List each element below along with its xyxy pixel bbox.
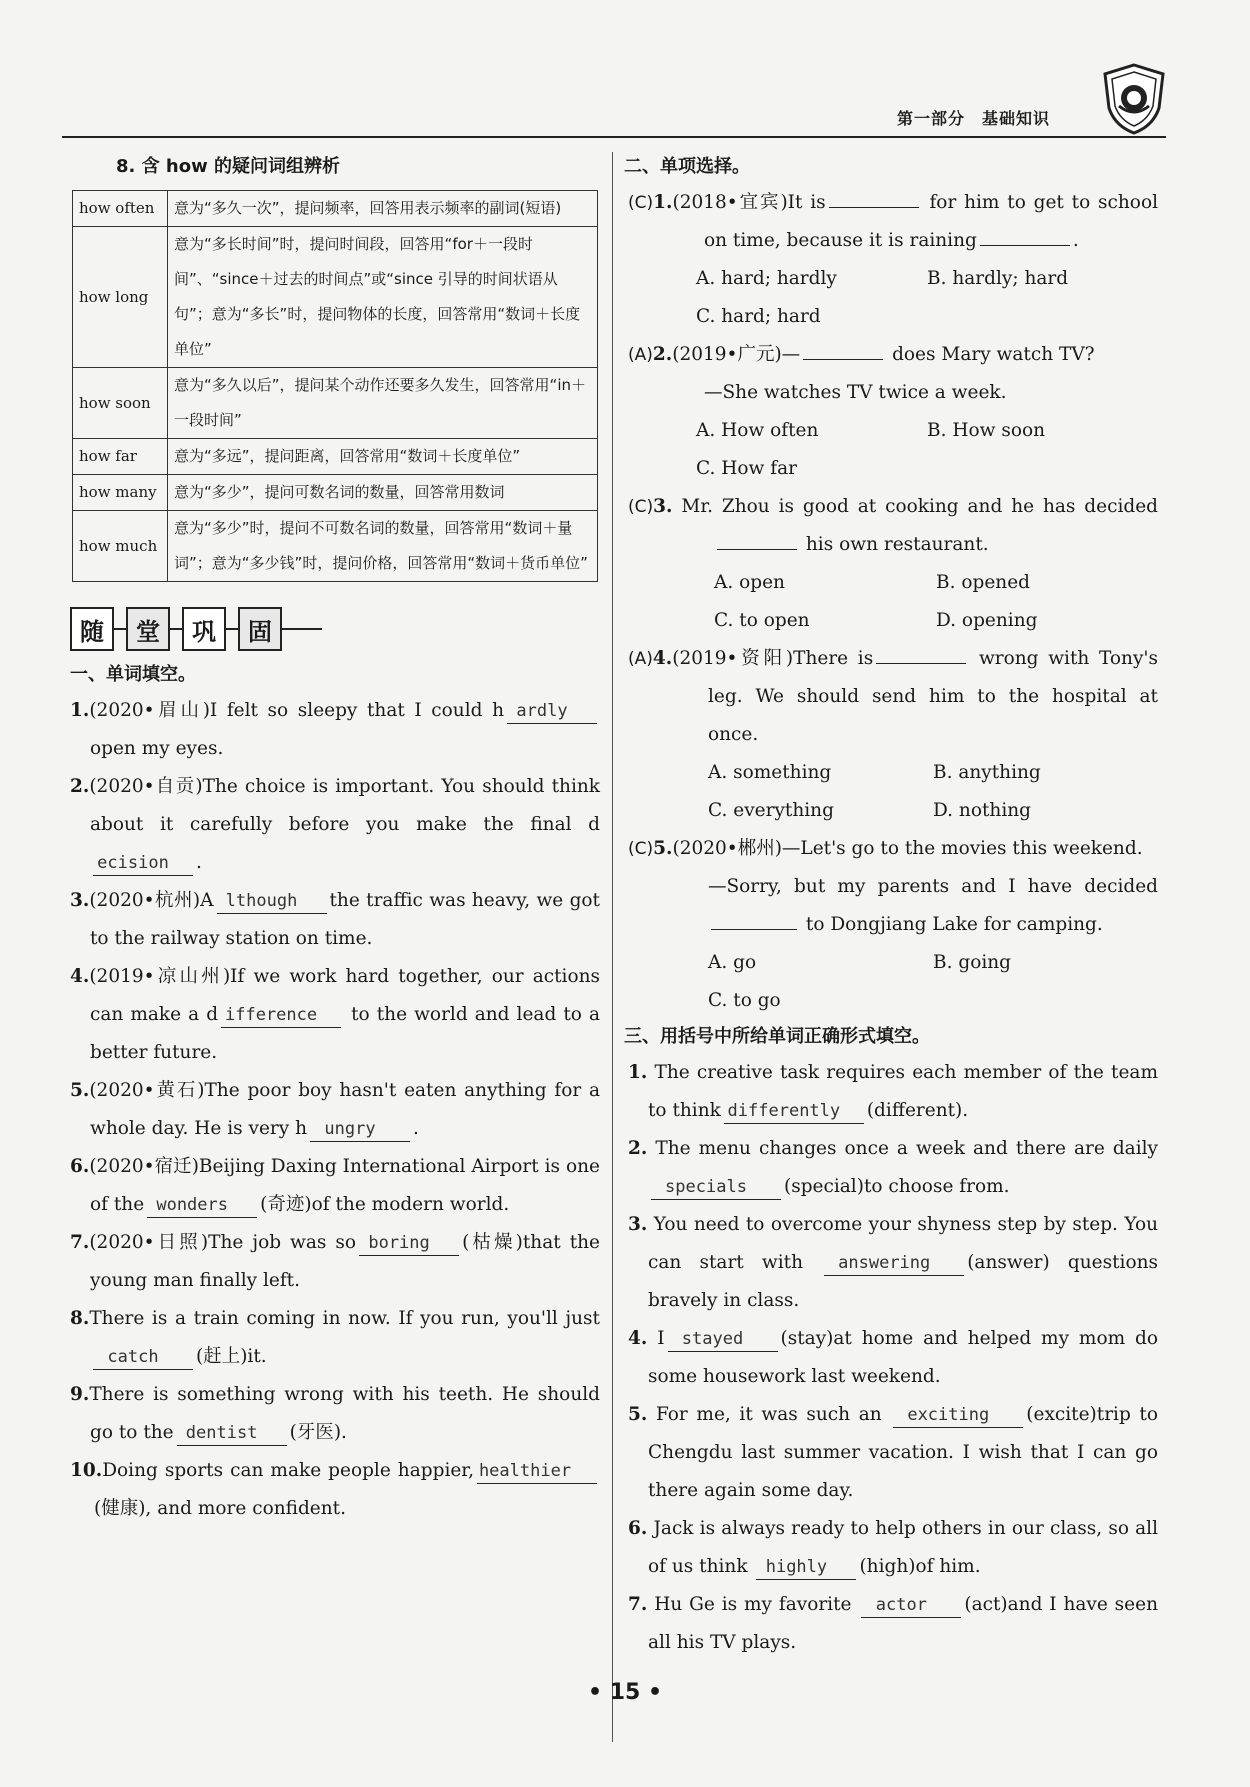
column-divider	[612, 152, 613, 1742]
mc-answer: (C)	[628, 497, 654, 517]
mc-answer: (A)	[628, 345, 653, 365]
form-fill-item: 7. Hu Ge is my favorite actor (act)and I have seen all his TV plays.	[628, 1594, 1158, 1653]
table-row	[73, 439, 598, 475]
shield-logo-icon	[1101, 62, 1167, 136]
table-row	[73, 368, 598, 439]
mc-item: (C)3. Mr. Zhou is good at cooking and he has decided his own restaurant. A. open B. opened C. to open D. opening	[628, 488, 1158, 640]
table-key: how many	[73, 475, 168, 511]
table-value: 意为“多少”，提问可数名词的数量，回答常用数词	[168, 475, 598, 511]
mc-response: —She watches TV twice a week.	[704, 382, 1007, 403]
right-column	[624, 150, 1158, 1662]
option[interactable]: D. opening	[936, 610, 1038, 631]
answer-blank[interactable]: exciting	[893, 1403, 1023, 1428]
mc-options	[628, 792, 1158, 830]
answer-blank[interactable]: stayed	[668, 1327, 778, 1352]
mc-options	[628, 754, 1158, 792]
table-row	[73, 511, 598, 582]
option[interactable]: A. open	[714, 572, 785, 593]
mc-options	[628, 298, 1158, 336]
answer-blank[interactable]	[876, 645, 966, 664]
mc-options	[628, 260, 1158, 298]
answer-blank[interactable]: ifference	[221, 1003, 341, 1028]
word-fill-item: 9.There is something wrong with his teeth. He should go to the dentist (牙医).	[70, 1376, 600, 1452]
mc-item: (C)5.(2020•郴州)—Let's go to the movies this weekend. —Sorry, but my parents and I have decided to Dongjiang Lake for camping. A. go B. going C. to go	[628, 830, 1158, 1020]
option[interactable]: A. How often	[696, 420, 819, 441]
word-fill-item: 8.There is a train coming in now. If you run, you'll justcatch (赶上)it.	[70, 1300, 600, 1376]
option[interactable]: B. anything	[933, 762, 1041, 783]
option[interactable]: D. nothing	[933, 800, 1032, 821]
table-row	[73, 475, 598, 511]
option[interactable]: A. go	[708, 952, 757, 973]
answer-blank[interactable]: ardly	[507, 699, 597, 724]
answer-blank[interactable]	[717, 531, 797, 550]
option[interactable]: A. something	[708, 762, 832, 783]
answer-blank[interactable]: differently	[724, 1099, 864, 1124]
mc-answer: (A)	[628, 649, 653, 669]
mc-item: (C)1.(2018•宜宾)It is for him to get to school on time, because it is raining . A. hard; hardly B. hardly; hard C. hard; hard	[628, 184, 1158, 336]
section-3-title: 三、用括号中所给单词正确形式填空。	[624, 1026, 930, 1047]
mc-options	[628, 602, 1158, 640]
word-fill-item: 3.(2020•杭州)A lthough the traffic was heavy, we got to the railway station on time.	[70, 890, 600, 949]
word-fill-item: 2.(2020•自贡)The choice is important. You should think about it carefully before you make the final decision .	[70, 768, 600, 882]
banner-char: 堂	[126, 607, 170, 651]
answer-blank[interactable]: catch	[93, 1345, 193, 1370]
answer-blank[interactable]	[980, 227, 1070, 246]
table-value: 意为“多长时间”时，提问时间段，回答用“for＋一段时间”、“since＋过去的时间点”或“since 引导的时间状语从句”；意为“多长”时，提问物体的长度，回答常用“数词＋长度单位”	[168, 227, 598, 368]
mc-options	[628, 450, 1158, 488]
mc-options	[628, 564, 1158, 602]
how-phrases-table	[72, 190, 598, 582]
word-fill-item: 7.(2020•日照)The job was so boring (枯燥)that the young man finally left.	[70, 1232, 600, 1291]
mc-item: (A)2.(2019•广元)— does Mary watch TV? —She watches TV twice a week. A. How often B. How soon C. How far	[628, 336, 1158, 488]
answer-blank[interactable]: wonders	[147, 1193, 257, 1218]
mc-answer: (C)	[628, 193, 654, 213]
option[interactable]: C. to open	[714, 610, 810, 631]
form-fill-item: 2. The menu changes once a week and there are daily specials (special)to choose from.	[628, 1130, 1158, 1206]
mc-options	[628, 982, 1158, 1020]
form-fill-item: 1. The creative task requires each member of the team to think differently (different).	[628, 1054, 1158, 1130]
word-fill-item: 4.(2019•凉山州)If we work hard together, our actions can make a d ifference to the world and lead to a better future.	[70, 966, 600, 1063]
table-value: 意为“多少”时，提问不可数名词的数量，回答常用“数词＋量词”；意为“多少钱”时，提问价格，回答常用“数词＋货币单位”	[168, 511, 598, 582]
section-2-title: 二、单项选择。	[624, 156, 750, 177]
table-key: how far	[73, 439, 168, 475]
form-fill-item: 3. You need to overcome your shyness step by step. You can start with answering (answer) questions bravely in class.	[628, 1214, 1158, 1311]
answer-blank[interactable]: ecision	[93, 851, 193, 876]
option[interactable]: C. to go	[708, 990, 781, 1011]
table-key: how much	[73, 511, 168, 582]
answer-blank[interactable]	[711, 911, 797, 930]
mc-options	[628, 944, 1158, 982]
table-value: 意为“多久以后”，提问某个动作还要多久发生，回答常用“in＋一段时间”	[168, 368, 598, 439]
mc-answer: (C)	[628, 839, 654, 859]
banner-char: 随	[70, 607, 114, 651]
word-fill-item: 10.Doing sports can make people happier, healthier(健康), and more confident.	[70, 1452, 600, 1528]
form-fill-item: 4. I stayed (stay)at home and helped my mom do some housework last weekend.	[628, 1328, 1158, 1387]
table-row	[73, 191, 598, 227]
answer-blank[interactable]: specials	[651, 1175, 781, 1200]
word-fill-item: 5.(2020•黄石)The poor boy hasn't eaten anything for a whole day. He is very h ungry .	[70, 1072, 600, 1148]
answer-blank[interactable]: highly	[756, 1555, 856, 1580]
form-fill-item: 5. For me, it was such an exciting (excite)trip to Chengdu last summer vacation. I wish that I can go there again some day.	[628, 1404, 1158, 1501]
answer-blank[interactable]: actor	[861, 1593, 961, 1618]
answer-blank[interactable]: dentist	[177, 1421, 287, 1446]
answer-blank[interactable]: boring	[359, 1231, 459, 1256]
word-fill-item: 6.(2020•宿迁)Beijing Daxing International Airport is one of the wonders (奇迹)of the modern world.	[70, 1148, 600, 1224]
table-row	[73, 227, 598, 368]
answer-blank[interactable]: healthier	[477, 1459, 597, 1484]
answer-blank[interactable]: lthough	[217, 889, 327, 914]
header-rule	[62, 136, 1166, 138]
consolidation-banner	[70, 606, 600, 652]
table-key: how long	[73, 227, 168, 368]
banner-char: 固	[238, 607, 282, 651]
option[interactable]: B. How soon	[927, 420, 1046, 441]
option[interactable]: C. How far	[696, 458, 797, 479]
running-header: 第一部分 基础知识	[896, 109, 1050, 128]
option[interactable]: C. hard; hard	[696, 306, 821, 327]
option[interactable]: A. hard; hardly	[696, 268, 837, 289]
word-fill-item: 1.(2020•眉山)I felt so sleepy that I could h ardly open my eyes.	[70, 692, 600, 768]
form-fill-item: 6. Jack is always ready to help others in our class, so all of us think highly (high)of him.	[628, 1510, 1158, 1586]
mc-item: (A)4.(2019•资阳)There is wrong with Tony's leg. We should send him to the hospital at once. A. something B. anything C. everything D. nothing	[628, 640, 1158, 830]
banner-char: 巩	[182, 607, 226, 651]
answer-blank[interactable]	[803, 341, 883, 360]
table-value: 意为“多远”，提问距离，回答常用“数词＋长度单位”	[168, 439, 598, 475]
section-1-title: 一、单词填空。	[70, 664, 196, 685]
option[interactable]: B. opened	[936, 572, 1030, 593]
page-number: • 15 •	[587, 1680, 663, 1705]
answer-blank[interactable]	[829, 189, 919, 208]
table-title: 8. 含 how 的疑问词组辨析	[116, 156, 340, 177]
mc-options	[628, 412, 1158, 450]
option[interactable]: C. everything	[708, 800, 834, 821]
answer-blank[interactable]: ungry	[310, 1117, 410, 1142]
option[interactable]: B. going	[933, 952, 1012, 973]
table-value: 意为“多久一次”，提问频率，回答用表示频率的副词(短语)	[168, 191, 598, 227]
answer-blank[interactable]: answering	[824, 1251, 964, 1276]
table-key: how soon	[73, 368, 168, 439]
table-key: how often	[73, 191, 168, 227]
option[interactable]: B. hardly; hard	[927, 268, 1069, 289]
left-column	[70, 150, 600, 1528]
